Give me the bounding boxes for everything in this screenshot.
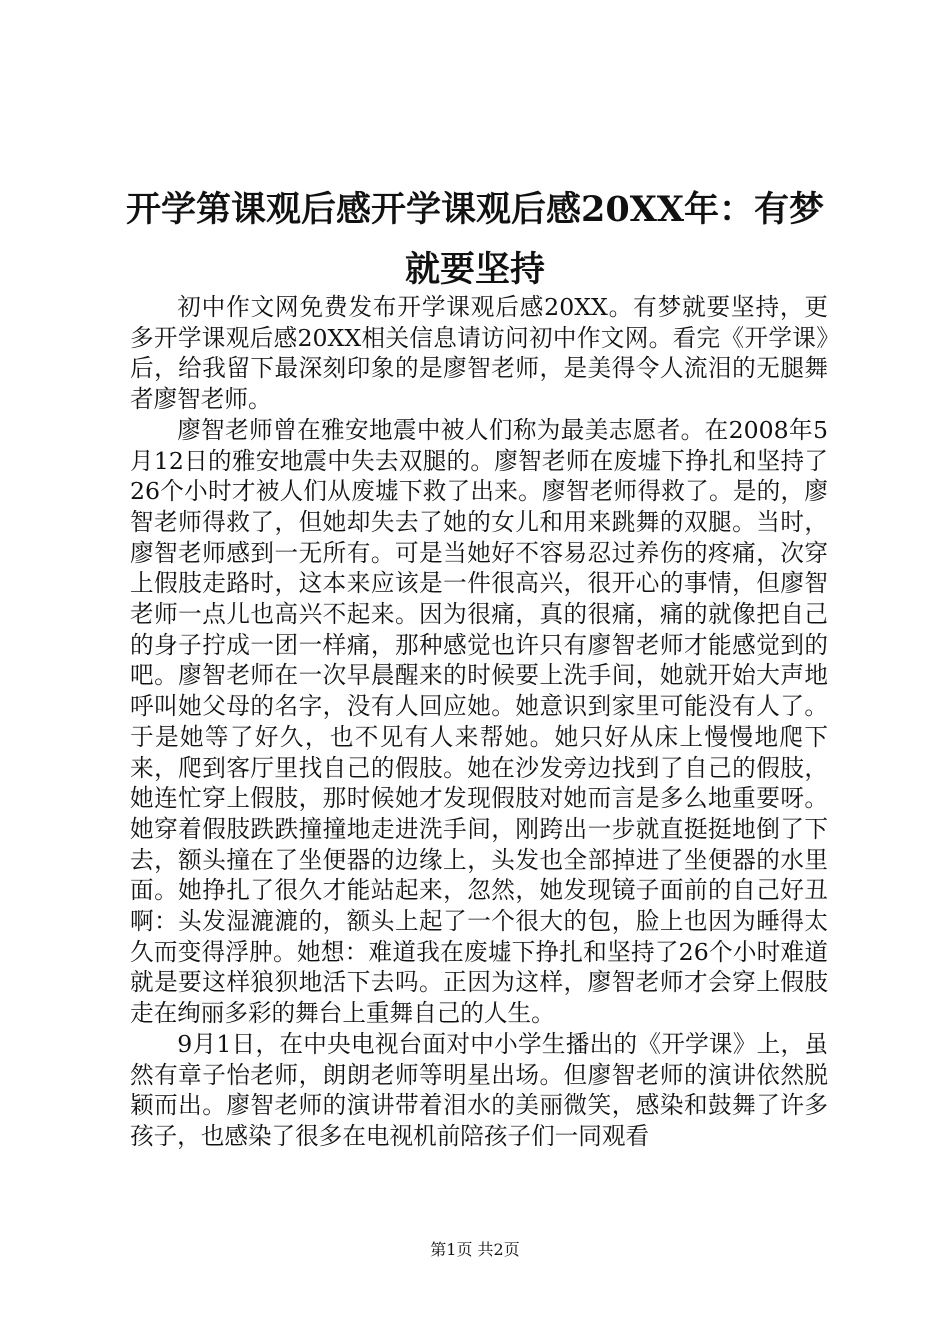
document-body [130,292,828,1152]
page-footer: 第1页 共2页 [430,1240,520,1259]
paragraph-1: 初中作文网免费发布开学课观后感20XX。有梦就要坚持，更多开学课观后感20XX相关信息请访问初中作文网。看完《开学课》后，给我留下最深刻印象的是廖智老师，是美得令人流泪的无腿舞者廖智老师。 [130,293,828,414]
paragraph-2: 廖智老师曾在雅安地震中被人们称为最美志愿者。在2008年5月12日的雅安地震中失去双腿的。廖智老师在废墟下挣扎和坚持了26个小时才被人们从废墟下救了出来。廖智老师得救了。是的，廖智老师得救了，但她却失去了她的女儿和用来跳舞的双腿。当时，廖智老师感到一无所有。可是当她好不容易忍过养伤的疼痛，次穿上假肢走路时，这本来应该是一件很高兴，很开心的事情，但廖智老师一点儿也高兴不起来。因为很痛，真的很痛，痛的就像把自己的身子拧成一团一样痛，那种感觉也许只有廖智老师才能感觉到的吧。廖智老师在一次早晨醒来的时候要上洗手间，她就开始大声地呼叫她父母的名字，没有人回应她。她意识到家里可能没有人了。于是她等了好久，也不见有人来帮她。她只好从床上慢慢地爬下来，爬到客厅里找自己的假肢。她在沙发旁边找到了自己的假肢，她连忙穿上假肢，那时候她才发现假肢对她而言是多么地重要呀。她穿着假肢跌跌撞撞地走进洗手间，刚跨出一步就直挺挺地倒了下去，额头撞在了坐便器的边缘上，头发也全部掉进了坐便器的水里面。她挣扎了很久才能站起来，忽然，她发现镜子面前的自己好丑啊：头发湿漉漉的，额头上起了一个很大的包，脸上也因为睡得太久而变得浮肿。她想：难道我在废墟下挣扎和坚持了26个小时难道就是要这样狼狈地活下去吗。正因为这样，廖智老师才会穿上假肢走在绚丽多彩的舞台上重舞自己的人生。 [130,415,828,1028]
paragraph-3: 9月1日，在中央电视台面对中小学生播出的《开学课》上，虽然有章子怡老师，朗朗老师等明星出场。但廖智老师的演讲依然脱颖而出。廖智老师的演讲带着泪水的美丽微笑，感染和鼓舞了许多孩子，也感染了很多在电视机前陪孩子们一同观看 [130,1029,828,1150]
document-title: 开学第课观后感开学课观后感20XX年：有梦就要坚持 [125,189,825,290]
